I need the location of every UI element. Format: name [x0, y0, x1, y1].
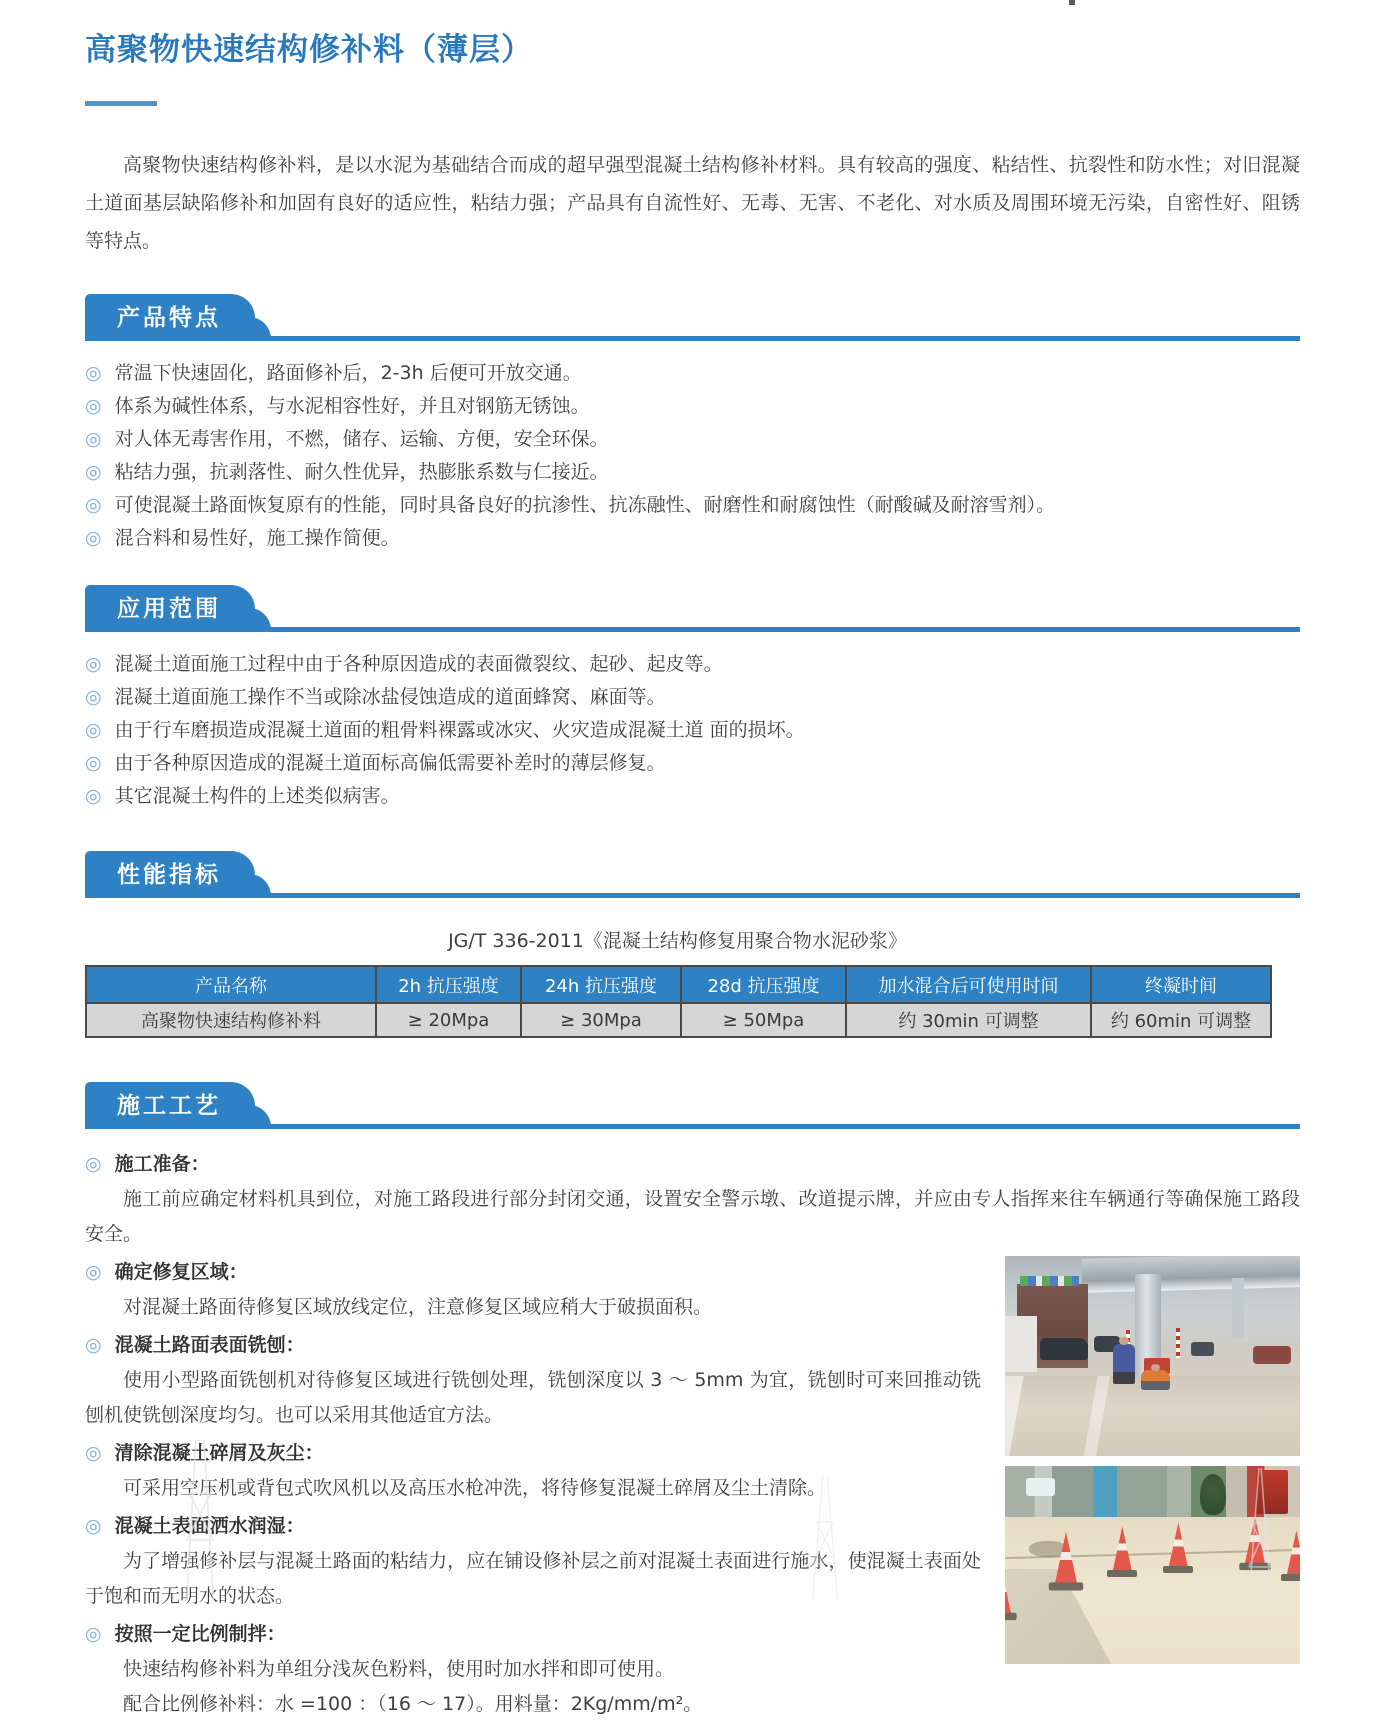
step-title — [85, 1255, 981, 1290]
step-body: 对混凝土路面待修复区域放线定位，注意修复区域应稍大于破损面积。 — [123, 1296, 713, 1318]
traffic-cone — [1005, 1568, 1019, 1625]
section-heading-applications: 应用范围 — [85, 585, 255, 632]
list-item-text: 可使混凝土路面恢复原有的性能，同时具备良好的抗渗性、抗冻融性、耐磨性和耐腐蚀性（耐酸碱及耐溶雪剂）。 — [114, 494, 1056, 516]
double-circle-bullet-icon: ◎ — [85, 719, 102, 741]
gas-station-canopy — [1082, 1256, 1300, 1293]
list-item — [85, 780, 1300, 813]
process-steps — [85, 1147, 1300, 1722]
list-item-text: 常温下快速固化，路面修补后，2-3h 后便可开放交通。 — [114, 362, 582, 384]
list-item — [85, 681, 1300, 714]
watermark-tower — [1235, 1468, 1285, 1600]
section-banner — [85, 851, 1300, 898]
step-title-text: 清除混凝土碎屑及灰尘： — [114, 1442, 324, 1464]
table-cell: ≥ 50Mpa — [681, 1003, 846, 1037]
column-header: 24h 抗压强度 — [521, 966, 681, 1003]
page-title: 高聚物快速结构修补料（薄层） — [85, 32, 533, 68]
list-item-text: 其它混凝土构件的上述类似病害。 — [114, 785, 400, 807]
table-header-row — [86, 966, 1271, 1003]
background-car — [1026, 1478, 1056, 1496]
step-title-text: 按照一定比例制拌： — [114, 1623, 286, 1645]
list-item-text: 粘结力强，抗剥落性、耐久性优异，热膨胀系数与仁接近。 — [114, 461, 609, 483]
list-item — [85, 714, 1300, 747]
standing-worker — [1113, 1344, 1135, 1384]
step-body: 为了增强修补层与混凝土路面的粘结力，应在铺设修补层之前对混凝土表面进行施水，使混凝土表面处于饱和而无明水的状态。 — [85, 1550, 981, 1607]
list-item — [85, 489, 1300, 522]
list-item-text: 由于各种原因造成的混凝土道面标高偏低需要补差时的薄层修复。 — [114, 752, 666, 774]
list-item — [85, 357, 1300, 390]
list-item — [85, 747, 1300, 780]
double-circle-bullet-icon: ◎ — [85, 1442, 102, 1464]
double-circle-bullet-icon: ◎ — [85, 686, 102, 708]
double-circle-bullet-icon: ◎ — [85, 1623, 102, 1645]
crouching-worker — [1141, 1370, 1171, 1390]
column-header: 2h 抗压强度 — [376, 966, 521, 1003]
storefront-wall — [1005, 1316, 1037, 1372]
title-accent-dash — [85, 101, 157, 106]
intro-paragraph: 高聚物快速结构修补料，是以水泥为基础结合而成的超早强型混凝土结构修补材料。具有较高的强度、粘结性、抗裂性和防水性；对旧混凝土道面基层缺陷修补和加固有良好的适应性，粘结力强；产品具有自流性好、无毒、无害、不老化、对水质及周围环境无污染，自密性好、阻锈等特点。 — [85, 154, 1300, 252]
table-cell: ≥ 30Mpa — [521, 1003, 681, 1037]
double-circle-bullet-icon: ◎ — [85, 752, 102, 774]
list-item — [85, 648, 1300, 681]
section-banner — [85, 1082, 1300, 1129]
canopy-column — [1232, 1278, 1244, 1338]
double-circle-bullet-icon: ◎ — [85, 527, 102, 549]
watermark-tower — [790, 1475, 860, 1600]
section-heading-features: 产品特点 — [85, 294, 255, 341]
double-circle-bullet-icon: ◎ — [85, 653, 102, 675]
traffic-cone — [1047, 1533, 1086, 1595]
traffic-cone — [1105, 1527, 1139, 1581]
applications-list — [85, 648, 1300, 813]
storefront-sign — [1020, 1276, 1079, 1286]
double-circle-bullet-icon: ◎ — [85, 461, 102, 483]
list-item — [85, 456, 1300, 489]
section-features — [85, 294, 1300, 555]
section-banner — [85, 585, 1300, 632]
double-circle-bullet-icon: ◎ — [85, 1334, 102, 1356]
step-body: 可采用空压机或背包式吹风机以及高压水枪冲洗，将待修复混凝土碎屑及尘土清除。 — [123, 1477, 827, 1499]
parked-car — [1040, 1338, 1087, 1360]
step-title-text: 施工准备： — [114, 1153, 210, 1175]
step-title-text: 混凝土路面表面铣刨： — [114, 1334, 305, 1356]
table-row — [86, 1003, 1271, 1037]
list-item — [85, 390, 1300, 423]
step-title-text: 确定修复区域： — [114, 1261, 248, 1283]
table-cell: 约 60min 可调整 — [1091, 1003, 1271, 1037]
traffic-cone — [1161, 1523, 1195, 1577]
double-circle-bullet-icon: ◎ — [85, 494, 102, 516]
column-header: 终凝时间 — [1091, 966, 1271, 1003]
delineator-pole — [1176, 1328, 1180, 1358]
list-item — [85, 522, 1300, 555]
section-banner — [85, 294, 1300, 341]
section-heading-performance: 性能指标 — [85, 851, 255, 898]
performance-table — [85, 965, 1272, 1038]
construction-repair-photo — [1005, 1256, 1300, 1456]
step-body: 配合比例修补料：水 =100 ：（16 ～ 17）。用料量：2Kg/mm/m²。 — [123, 1693, 703, 1715]
step-title — [85, 1147, 1300, 1182]
table-cell: ≥ 20Mpa — [376, 1003, 521, 1037]
table-cell: 约 30min 可调整 — [846, 1003, 1091, 1037]
column-header: 28d 抗压强度 — [681, 966, 846, 1003]
double-circle-bullet-icon: ◎ — [85, 395, 102, 417]
list-item — [85, 423, 1300, 456]
section-process — [85, 1082, 1300, 1722]
list-item-text: 混凝土道面施工操作不当或除冰盐侵蚀造成的道面蜂窝、麻面等。 — [114, 686, 666, 708]
parked-car — [1191, 1342, 1215, 1356]
step-body: 快速结构修补料为单组分浅灰色粉料，使用时加水拌和即可使用。 — [123, 1658, 675, 1680]
section-applications — [85, 585, 1300, 813]
step-title — [85, 1328, 981, 1363]
section-performance — [85, 851, 1300, 1038]
step-title-text: 混凝土表面洒水润湿： — [114, 1515, 305, 1537]
list-item-text: 对人体无毒害作用，不燃，储存、运输、方便，安全环保。 — [114, 428, 609, 450]
list-item-text: 混凝土道面施工过程中由于各种原因造成的表面微裂纹、起砂、起皮等。 — [114, 653, 723, 675]
double-circle-bullet-icon: ◎ — [85, 1515, 102, 1537]
list-item-text: 由于行车磨损造成混凝土道面的粗骨料裸露或冰灾、火灾造成混凝土道 面的损坏。 — [114, 719, 805, 741]
column-header: 产品名称 — [86, 966, 376, 1003]
step-title — [85, 1617, 981, 1652]
step-body: 施工前应确定材料机具到位，对施工路段进行部分封闭交通，设置安全警示墩、改道提示牌，并应由专人指挥来往车辆通行等确保施工路段安全。 — [85, 1188, 1300, 1245]
process-photos — [1005, 1256, 1300, 1664]
double-circle-bullet-icon: ◎ — [85, 785, 102, 807]
double-circle-bullet-icon: ◎ — [85, 1261, 102, 1283]
list-item-text: 体系为碱性体系，与水泥相容性好，并且对钢筋无锈蚀。 — [114, 395, 590, 417]
page-content — [85, 0, 1300, 1722]
list-item-text: 混合料和易性好，施工操作简便。 — [114, 527, 400, 549]
double-circle-bullet-icon: ◎ — [85, 362, 102, 384]
double-circle-bullet-icon: ◎ — [85, 428, 102, 450]
section-heading-process: 施工工艺 — [85, 1082, 255, 1129]
step-body: 使用小型路面铣刨机对待修复区域进行铣刨处理，铣刨深度以 3 ～ 5mm 为宜，铣刨时可来回推动铣刨机使铣刨深度均匀。也可以采用其他适宜方法。 — [85, 1369, 981, 1426]
watermark-tower — [150, 1440, 250, 1600]
table-cell: 高聚物快速结构修补料 — [86, 1003, 376, 1037]
parked-car — [1253, 1346, 1291, 1364]
double-circle-bullet-icon: ◎ — [85, 1153, 102, 1175]
standard-caption: JG/T 336-2011《混凝土结构修复用聚合物水泥砂浆》 — [448, 930, 907, 952]
column-header: 加水混合后可使用时间 — [846, 966, 1091, 1003]
features-list — [85, 357, 1300, 555]
background-tree — [1200, 1474, 1227, 1516]
